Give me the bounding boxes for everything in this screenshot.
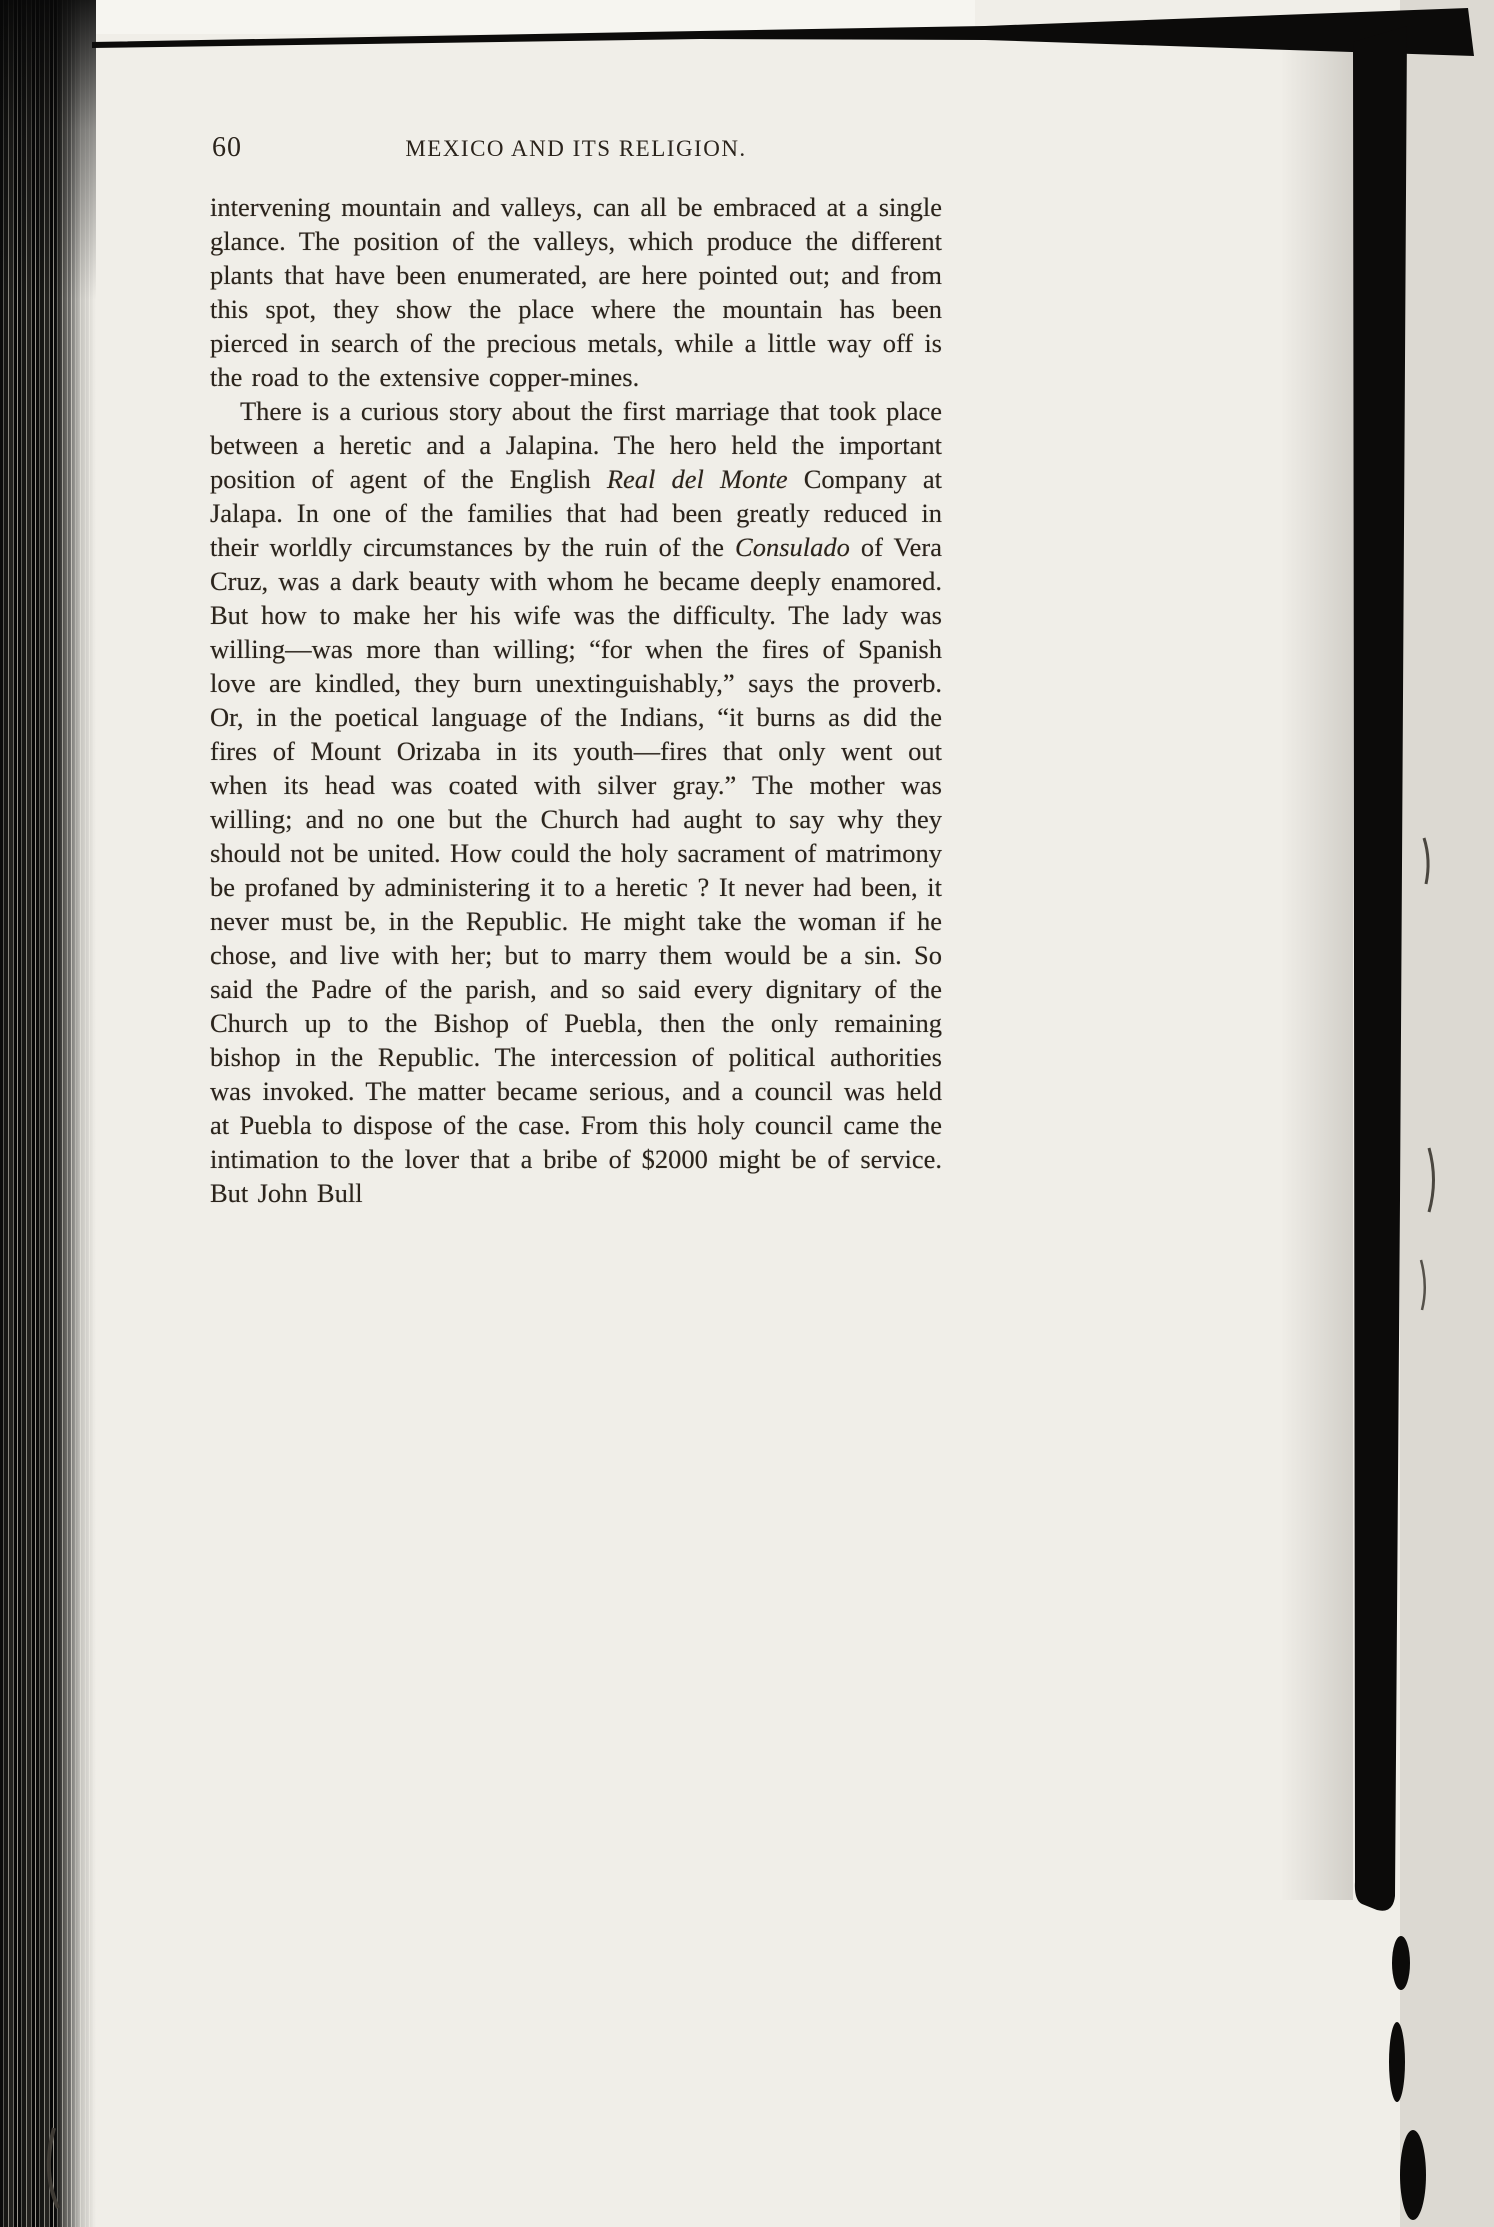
ink-mark [1392, 1936, 1410, 1990]
text-run: There is a curious story about the first marriage that took place between a heretic and a Jalapina. The hero held the important position of agent of the English [210, 396, 942, 494]
page-body [210, 190, 942, 1210]
margin-mark [1421, 1260, 1425, 1310]
right-edge-shadow [1353, 26, 1407, 1911]
page-header-row [210, 130, 942, 190]
ink-mark [1389, 2022, 1405, 2102]
ink-mark [1400, 2130, 1426, 2220]
running-header: MEXICO AND ITS RELIGION. [405, 136, 747, 161]
text-run: Company at Jalapa. In one of the families that had been greatly reduced in their worldly circumstances by the ruin of the [210, 464, 943, 562]
italic-text: Real del Monte [606, 464, 788, 494]
margin-mark [1429, 1148, 1434, 1212]
page-number: 60 [212, 132, 242, 163]
paragraph [210, 190, 942, 394]
paragraph [210, 394, 942, 1210]
margin-mark [49, 2128, 58, 2208]
text-run: intervening mountain and valleys, can all be embraced at a single glance. The position of the valleys, which produce the different plants that have been enumerated, are here pointed out; and from this spot, they show the place where the mountain has been pierced in search of the precious metals, while a little way off is the road to the extensive copper-mines. [210, 192, 942, 392]
page-content [210, 130, 942, 1210]
margin-mark [1424, 838, 1428, 884]
top-edge-shadow [92, 8, 1474, 56]
text-run: of Vera Cruz, was a dark beauty with whom he became deeply enamored. But how to make her his wife was the difficulty. The lady was willing—was more than willing; “for when the fires of Spanish love are kindled, they burn unextinguishably,” says the proverb. Or, in the poetical language of the Indians, “it burns as did the fires of Mount Orizaba in its youth—fires that only went out when its head was coated with silver gray.” The mother was willing; and no one but the Church had aught to say why they should not be united. How could the holy sacrament of matrimony be profaned by administering it to a heretic ? It never had been, it never must be, in the Republic. He might take the woman if he chose, and live with her; but to marry them would be a sin. So said the Padre of the parish, and so said every dignitary of the Church up to the Bishop of Puebla, then the only remaining bishop in the Republic. The intercession of political authorities was invoked. The matter became serious, and a council was held at Puebla to dispose of the case. From this holy council came the intimation to the lover that a bribe of $2000 might be of service. But John Bull [210, 532, 942, 1208]
italic-text: Consulado [735, 532, 850, 562]
